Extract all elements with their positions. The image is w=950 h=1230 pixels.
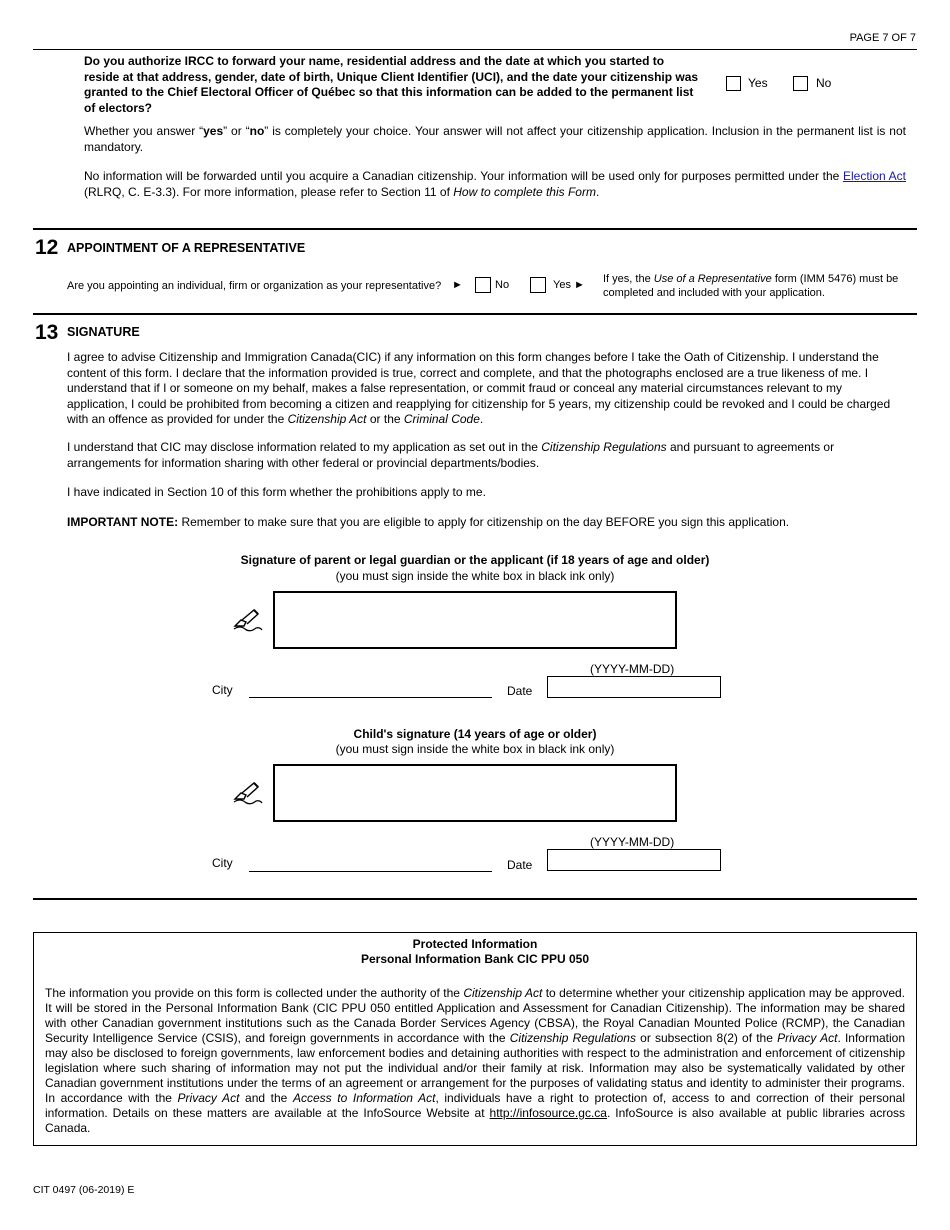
quebec-electors-question: Do you authorize IRCC to forward your name, residential address and the date at which you started to reside at that address, gender, date of birth, Unique Client Identifier (UCI), and the date your citizenship was granted to the Chief Electoral Officer of Québec so that this information can be added to the permanent list of electors? (84, 54, 699, 115)
signature-section-end-divider (33, 898, 917, 900)
disclosure-paragraph: I understand that CIC may disclose information related to my application as set out in the Citizenship Regulations and pursuant to agreements or arrangements for information sharing with other federal or provincial departments/bodies. (67, 440, 835, 470)
declaration-paragraph: I agree to advise Citizenship and Immigration Canada(CIC) if any information on this form changes before I take the Oath of Citizenship. I understand the content of this form. I declare that the information provided is true, correct and complete, and that the photographs enclosed are a true likeness of me. I understand that if I or someone on my behalf, makes a false representation, or commit fraud or conceal any material circumstances relevant to my application, I could be prohibited from becoming a citizen and reapplying for citizenship for 5 years, my citizenship could be revoked and I could be charged with an offence as provided for under the Citizenship Act or the Criminal Code. (67, 350, 891, 426)
child-date-field[interactable] (547, 849, 721, 871)
section-12-number: 12 (35, 236, 59, 259)
section-12-title: APPOINTMENT OF A REPRESENTATIVE (67, 241, 306, 255)
representative-no-checkbox[interactable] (475, 277, 491, 293)
pen-signature-icon (232, 608, 264, 632)
protected-bank-title: Personal Information Bank CIC PPU 050 (360, 952, 590, 966)
pen-signature-icon (232, 781, 264, 805)
child-signature-box[interactable] (273, 764, 677, 822)
child-city-field[interactable] (249, 871, 492, 872)
quebec-note-choice: Whether you answer “yes” or “no” is completely your choice. Your answer will not affect your citizenship application. Inclusion in the permanent list is not mandatory. (84, 124, 906, 154)
parent-city-label: City (212, 683, 233, 697)
quebec-yes-checkbox[interactable] (726, 76, 741, 91)
parent-signature-box[interactable] (273, 591, 677, 649)
representative-yes-label: Yes ► (553, 279, 585, 291)
form-code-footer: CIT 0497 (06-2019) E (33, 1184, 135, 1196)
section-13-title: SIGNATURE (67, 325, 140, 339)
section-13-number: 13 (35, 321, 59, 344)
protected-body: The information you provide on this form is collected under the authority of the Citizenship Act to determine whether your citizenship application may be approved. It will be stored in the Personal Information Bank (CIC PPU 050 entitled Application and Assessment for Canadian Citizenship). The information may be shared with other Canadian government institutions such as the Canada Border Services Agency (CBSA), the Royal Canadian Mounted Police (RCMP), the Canadian Security Intelligence Service (CSIS), and foreign governments in accordance with the Citizenship Regulations or subsection 8(2) of the Privacy Act. Information may also be disclosed to foreign governments, law enforcement bodies and detaining authorities with respect to the administration and enforcement of citizenship legislation where such sharing of information may not put the individual and/or their family at risk. Information may also be systematically validated by other Canadian government institutions under the terms of an agreement or arrangement for the purposes of validating status and identity to administer their programs. In accordance with the Privacy Act and the Access to Information Act, individuals have a right to protection of, access to and correction of their personal information. Details on these matters are available at the InfoSource Website at http://infosource.gc.ca. InfoSource is also available at public libraries across Canada. (45, 986, 906, 1135)
child-date-label: Date (507, 858, 533, 872)
parent-signature-instructions: (you must sign inside the white box in black ink only) (335, 569, 615, 583)
representative-question: Are you appointing an individual, firm or organization as your representative? (67, 280, 442, 292)
top-divider (33, 49, 917, 50)
parent-date-format: (YYYY-MM-DD) (590, 662, 675, 676)
protected-title: Protected Information (412, 937, 538, 951)
prohibitions-paragraph: I have indicated in Section 10 of this form whether the prohibitions apply to me. (67, 485, 486, 499)
arrow-icon: ► (452, 279, 463, 291)
quebec-yes-label: Yes (748, 76, 768, 90)
child-signature-title: Child's signature (14 years of age or older) (353, 727, 597, 741)
protected-information-box (33, 932, 917, 1146)
child-city-label: City (212, 856, 233, 870)
quebec-no-label: No (816, 76, 832, 90)
representative-no-label: No (495, 279, 510, 291)
child-signature-instructions: (you must sign inside the white box in black ink only) (335, 742, 615, 756)
parent-date-field[interactable] (547, 676, 721, 698)
section-12-divider (33, 228, 917, 230)
quebec-no-checkbox[interactable] (793, 76, 808, 91)
parent-signature-title: Signature of parent or legal guardian or the applicant (if 18 years of age and older) (240, 553, 710, 567)
infosource-link[interactable]: http://infosource.gc.ca (489, 1106, 607, 1120)
quebec-note-forwarding: No information will be forwarded until you acquire a Canadian citizenship. Your information will be used only for purposes permitted under the Election Act (RLRQ, C. E-3.3). For more information, please refer to Section 11 of How to complete this Form. (84, 169, 906, 199)
section-13-divider (33, 313, 917, 315)
representative-yes-checkbox[interactable] (530, 277, 546, 293)
child-date-format: (YYYY-MM-DD) (590, 835, 675, 849)
parent-date-label: Date (507, 684, 533, 698)
important-note: IMPORTANT NOTE: Remember to make sure that you are eligible to apply for citizenship on the day BEFORE you sign this application. (67, 515, 790, 529)
parent-city-field[interactable] (249, 697, 492, 698)
page-number: PAGE 7 OF 7 (849, 32, 916, 44)
representative-form-info: If yes, the Use of a Representative form (IMM 5476) must be completed and included with your application. (603, 273, 899, 299)
election-act-link[interactable]: Election Act (842, 169, 906, 183)
